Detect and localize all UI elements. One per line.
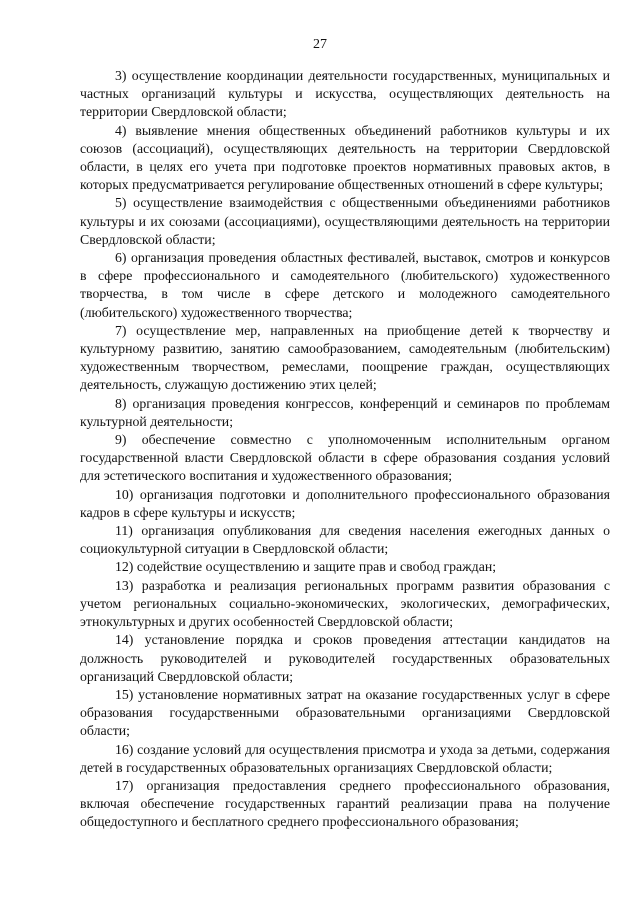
- list-item: 4) выявление мнения общественных объединений работников культуры и их союзов (ассоциаций), осуществляющих деятельность на территории Свердловской области, в целях его учета при подготовке проектов нормативных правовых актов, в которых предусматривается регулирование общественных отношений в сфере культуры;: [80, 122, 610, 193]
- list-item: 14) установление порядка и сроков проведения аттестации кандидатов на должность руководителей и руководителей государственных образовательных организаций Свердловской области;: [80, 632, 610, 684]
- list-item: 3) осуществление координации деятельности государственных, муниципальных и частных организаций культуры и искусства, осуществляющих деятельность на территории Свердловской области;: [80, 68, 610, 120]
- document-body: [80, 67, 610, 832]
- list-item: 15) установление нормативных затрат на оказание государственных услуг в сфере образования государственными образовательными организациями Свердловской области;: [80, 686, 610, 739]
- list-item: 9) обеспечение совместно с уполномоченным исполнительным органом государственной власти Свердловской области в сфере образования создания условий для эстетического воспитания и художественного образования;: [80, 432, 610, 484]
- list-item: 13) разработка и реализация региональных программ развития образования с учетом региональных социально-экономических, экологических, демографических, этнокультурных и других особенностей Свердловской области;: [80, 577, 610, 630]
- list-item: 11) организация опубликования для сведения населения ежегодных данных о социокультурной ситуации в Свердловской области;: [80, 523, 610, 557]
- list-item: 7) осуществление мер, направленных на приобщение детей к творчеству и культурному развитию, занятию самообразованием, самодеятельным (любительским) художественным творчеством, ремеслами, поощрение граждан, осуществляющих деятельность, служащую достижению этих целей;: [80, 322, 610, 393]
- page-number: 27: [313, 37, 327, 52]
- list-item: 6) организация проведения областных фестивалей, выставок, смотров и конкурсов в сфере профессионального и самодеятельного (любительского) художественного творчества, в том числе в сфере детского и молодежного самодеятельного (любительского) художественного творчества;: [80, 250, 610, 320]
- list-item: 12) содействие осуществлению и защите прав и свобод граждан;: [115, 559, 497, 575]
- list-item: 8) организация проведения конгрессов, конференций и семинаров по проблемам культурной деятельности;: [80, 395, 610, 429]
- list-item: 5) осуществление взаимодействия с общественными объединениями работников культуры и их союзами (ассоциациями), осуществляющими деятельность на территории Свердловской области;: [80, 195, 610, 247]
- list-item: 10) организация подготовки и дополнительного профессионального образования кадров в сфере культуры и искусств;: [80, 486, 610, 520]
- list-item: 16) создание условий для осуществления присмотра и ухода за детьми, содержания детей в государственных образовательных организациях Свердловской области;: [80, 741, 610, 775]
- list-item: 17) организация предоставления среднего профессионального образования, включая обеспечение государственных гарантий реализации права на получение общедоступного и бесплатного среднего профессионального образования;: [80, 777, 610, 830]
